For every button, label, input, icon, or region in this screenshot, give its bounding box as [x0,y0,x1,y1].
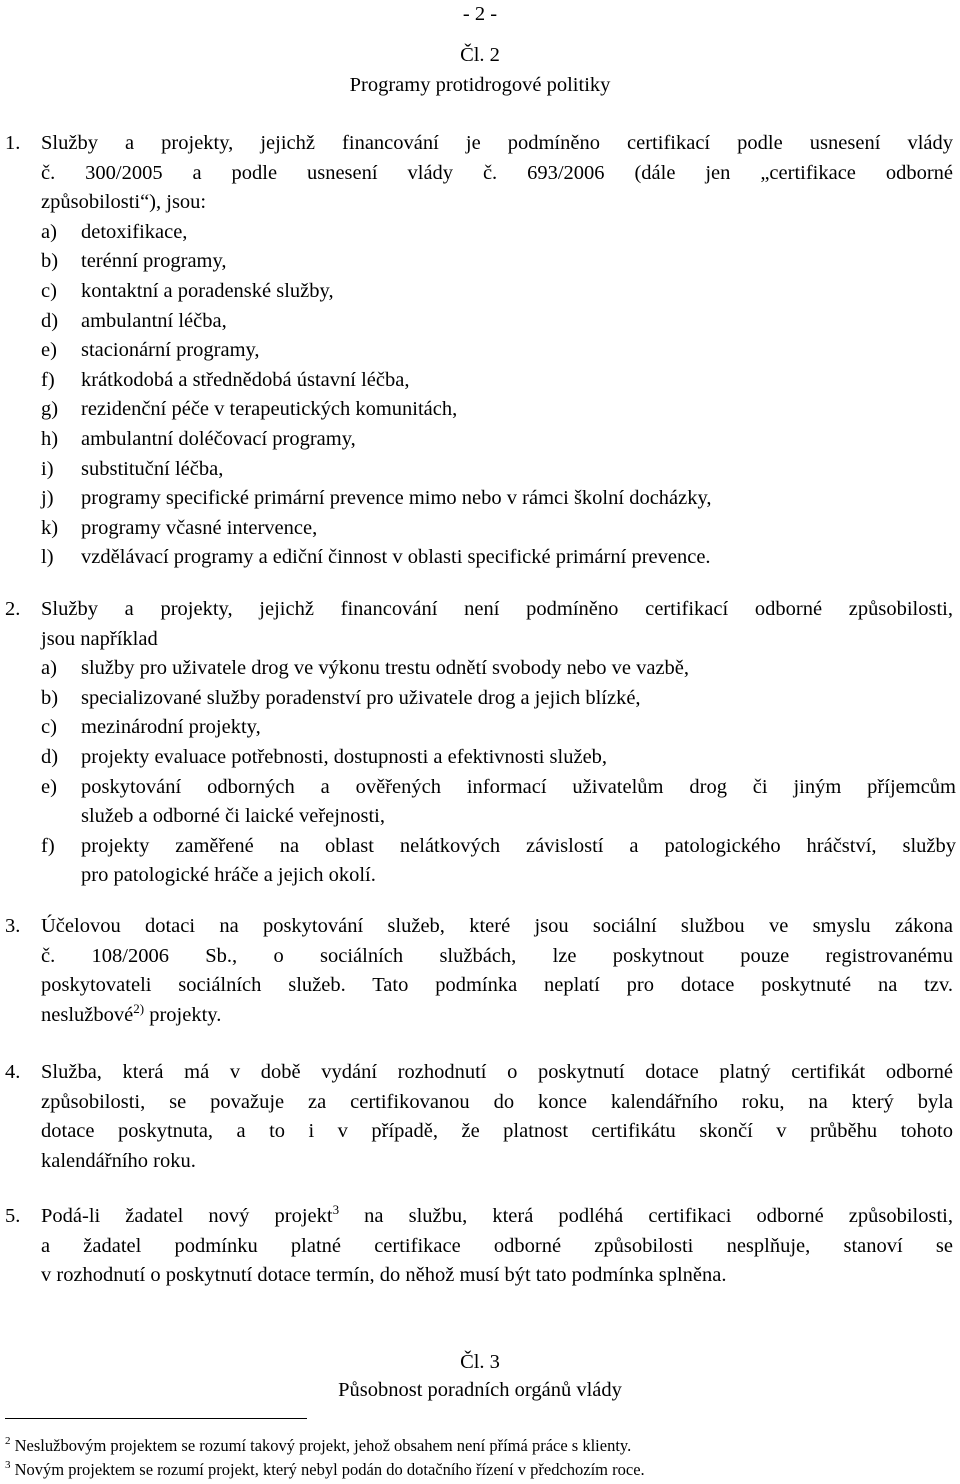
list-item [41,218,953,248]
paragraph-line [41,1001,953,1031]
footnote-mark: 3 [5,1459,11,1471]
list-text: služby pro uživatele drog ve výkonu trestu odnětí svobody nebo ve vazbě, [81,657,690,680]
list-item [41,543,953,573]
paragraph-line: dotace poskytnuta, a to i v případě, že platnost certifikátu skončí v průběhu tohoto [41,1120,953,1143]
list-text: rezidenční péče v terapeutických komunitách, [81,398,458,421]
list-text: programy specifické primární prevence mimo nebo v rámci školní docházky, [81,487,712,510]
list-item [41,654,953,684]
list-item [41,366,953,396]
list-label: b) [41,686,59,709]
article-number: Čl. 2 [460,44,500,66]
list-item [41,455,953,485]
footnote-reference[interactable]: 3 [332,1202,340,1217]
footnote-reference[interactable]: 2) [133,1000,145,1016]
list-label: e) [41,339,57,362]
project-list [41,654,956,891]
footnote-2 [5,1435,955,1457]
paragraph-line: Služba, která má v době vydání rozhodnutí o poskytnutí dotace platný certifikát odborné [41,1061,953,1083]
list-text: mezinárodní projekty, [81,716,261,739]
list-text: krátkodobá a střednědobá ústavní léčba, [81,368,410,391]
list-text: kontaktní a poradenské služby, [81,279,334,302]
list-label: a) [41,220,57,243]
footnote-3 [5,1459,955,1481]
list-text: detoxifikace, [81,220,188,243]
list-label: f) [41,834,55,857]
section-1 [0,129,960,573]
section-5 [0,1202,960,1291]
paragraph-line: jsou například [41,627,158,650]
footnote-mark: 2 [5,1435,11,1447]
paragraph-line: v rozhodnutí o poskytnutí dotace termín, do něhož musí být tato podmínka splněna. [41,1264,727,1287]
list-item [41,684,953,714]
paragraph-line: a žadatel podmínku platné certifikace odborné způsobilosti nesplňuje, stanoví se [41,1234,953,1257]
list-item [41,425,953,455]
list-label: k) [41,516,59,539]
paragraph-line: poskytovateli sociálních služeb. Tato podmínka neplatí pro dotace poskytnuté na tzv. [41,974,953,997]
section-number: 4. [5,1061,21,1083]
list-item [41,307,953,337]
list-label: d) [41,745,59,768]
list-text: ambulantní doléčovací programy, [81,427,356,450]
section-number: 5. [5,1205,21,1227]
paragraph-text: projekty. [144,1003,222,1026]
list-item [41,484,953,514]
list-item [41,336,953,366]
page-number: - 2 - [462,3,498,25]
list-item [41,247,953,277]
paragraph-line [41,1202,953,1232]
list-text: programy včasné intervence, [81,516,318,539]
paragraph-line: způsobilosti, se považuje za certifikovanou do konce kalendářního roku, na který byla [41,1090,953,1113]
list-text: vzdělávací programy a ediční činnost v oblasti specifické primární prevence. [81,546,711,569]
list-label: i) [41,457,54,480]
list-label: b) [41,250,59,273]
list-text-continued: pro patologické hráče a jejich okolí. [81,864,376,887]
list-item [41,395,953,425]
list-text: substituční léčba, [81,457,224,480]
list-item [41,773,956,832]
paragraph-text: na službu, která podléhá certifikaci odborné způsobilosti, [339,1205,953,1227]
list-text-continued: služeb a odborné či laické veřejnosti, [81,805,385,828]
section-number: 2. [5,598,21,620]
paragraph-line: kalendářního roku. [41,1149,196,1172]
paragraph-line: Služby a projekty, jejichž financování není podmíněno certifikací odborné způsobilosti, [41,598,953,620]
list-text: poskytování odborných a ověřených informací uživatelům drog či jiným příjemcům [81,775,956,798]
list-item [41,832,956,891]
list-text: terénní programy, [81,250,227,273]
service-list [41,218,953,573]
paragraph-line: Účelovou dotaci na poskytování služeb, které jsou sociální službou ve smyslu zákona [41,915,953,937]
next-article-number: Čl. 3 [460,1351,500,1373]
section-4 [0,1058,960,1176]
section-number: 3. [5,915,21,937]
list-text: projekty zaměřené na oblast nelátkových závislostí a patologického hráčství, služby [81,834,956,857]
paragraph-text: Podá-li žadatel nový projekt [41,1205,333,1227]
list-label: j) [41,487,54,510]
section-2 [0,595,960,891]
term-text: neslužbové [41,1003,134,1026]
list-text: projekty evaluace potřebnosti, dostupnosti a efektivnosti služeb, [81,745,608,768]
list-item [41,743,953,773]
paragraph-line: způsobilosti“), jsou: [41,191,207,214]
section-3 [0,912,960,1030]
list-label: l) [41,546,54,569]
footnote-text: Neslužbovým projektem se rozumí takový projekt, jehož obsahem není přímá práce s klienty. [10,1436,632,1455]
paragraph-line: Služby a projekty, jejichž financování je podmíněno certifikací podle usnesení vlády [41,132,953,154]
list-text: ambulantní léčba, [81,309,227,332]
paragraph-line: č. 300/2005 a podle usnesení vlády č. 693/2006 (dále jen „certifikace odborné [41,161,953,184]
list-item [41,514,953,544]
list-label: f) [41,368,55,391]
article-title: Programy protidrogové politiky [349,74,611,96]
list-label: h) [41,427,59,450]
list-label: g) [41,398,59,421]
paragraph-line: č. 108/2006 Sb., o sociálních službách, lze poskytnout pouze registrovanému [41,944,953,967]
section-number: 1. [5,132,21,154]
list-text: specializované služby poradenství pro uživatele drog a jejich blízké, [81,686,641,709]
footnote-separator [5,1418,307,1419]
list-label: d) [41,309,59,332]
list-item [41,713,953,743]
list-label: c) [41,716,57,739]
list-text: stacionární programy, [81,339,260,362]
next-article-title: Působnost poradních orgánů vlády [338,1379,622,1401]
list-label: c) [41,279,57,302]
list-label: a) [41,657,57,680]
list-label: e) [41,775,57,798]
footnote-text: Novým projektem se rozumí projekt, který nebyl podán do dotačního řízení v předchozím roce. [10,1460,645,1479]
list-item [41,277,953,307]
